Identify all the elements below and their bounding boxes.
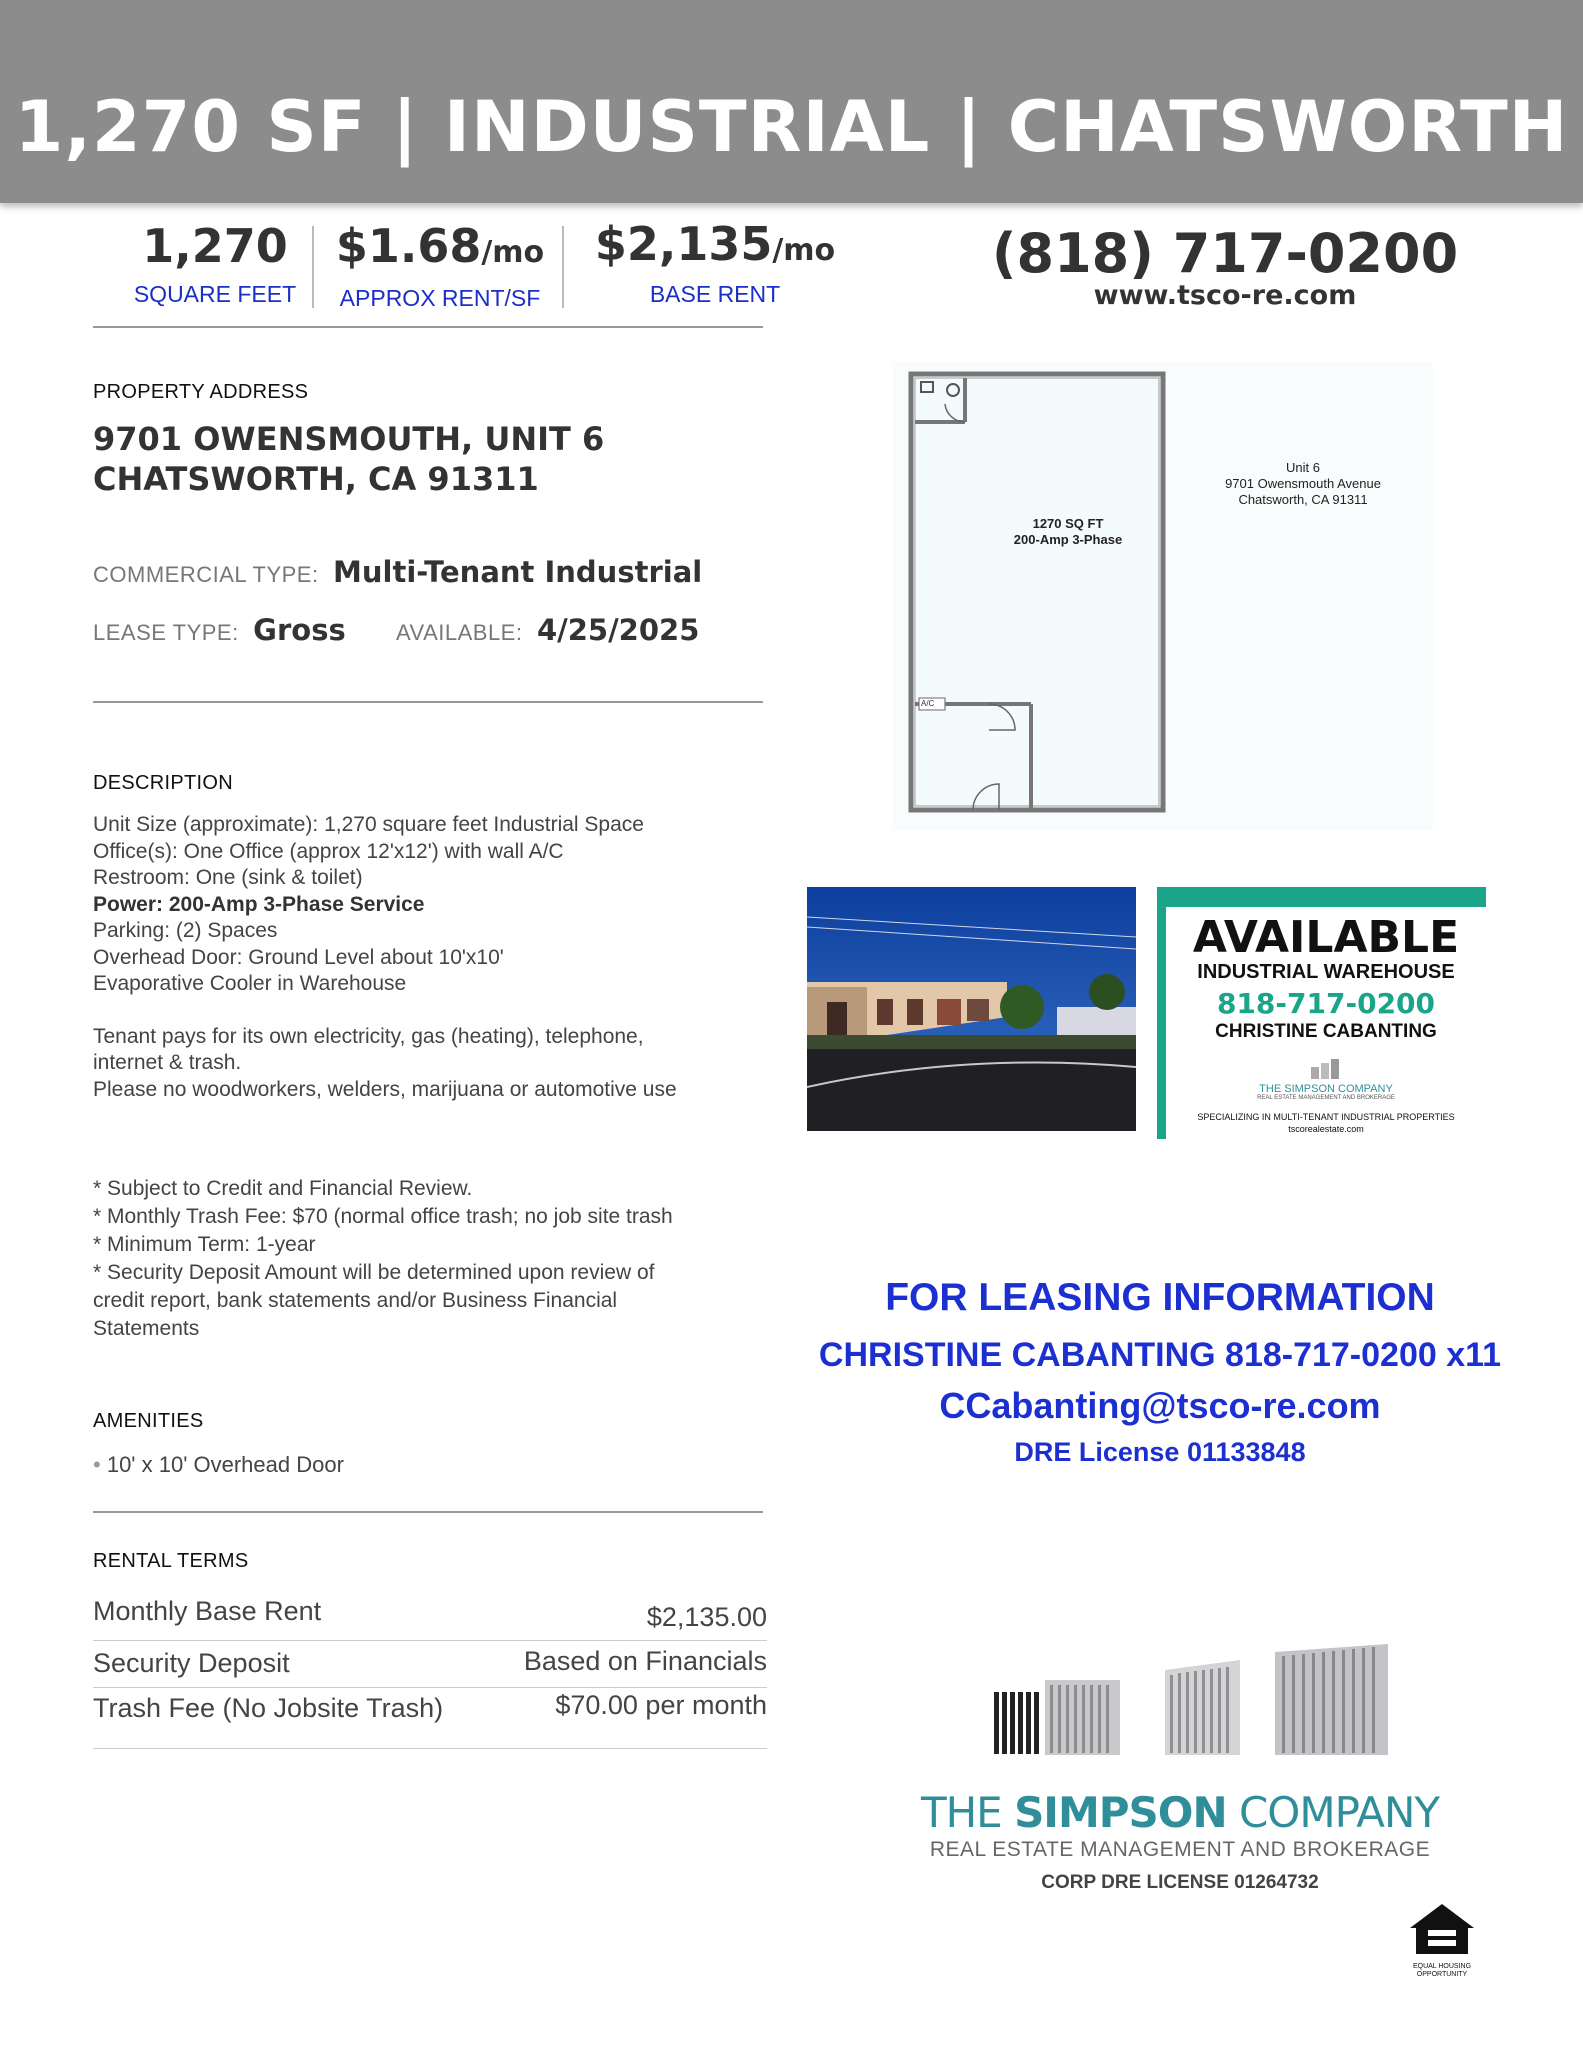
description-list (93, 812, 773, 1103)
description-line: Overhead Door: Ground Level about 10'x10' (93, 945, 504, 969)
terms-row (93, 1688, 767, 1749)
commercial-type-value: Multi-Tenant Industrial (333, 555, 703, 589)
floorplan-street: 9701 Owensmouth Avenue (1225, 476, 1381, 491)
equal-housing-logo (1404, 1898, 1480, 1978)
divider (93, 326, 763, 328)
description-line: Office(s): One Office (approx 12'x12') with wall A/C (93, 839, 564, 863)
leasing-license: DRE License 01133848 (1014, 1437, 1306, 1467)
lease-type-value: Gross (253, 613, 346, 647)
terms-row (93, 1596, 767, 1641)
sign-phone: 818-717-0200 (1216, 987, 1436, 1020)
company-name-part3: COMPANY (1226, 1788, 1440, 1837)
sign-tagline: SPECIALIZING IN MULTI-TENANT INDUSTRIAL PROPERTIES (1197, 1112, 1455, 1122)
rent-sf-value: $1.68 (335, 219, 482, 273)
terms-label: Security Deposit (93, 1648, 290, 1678)
base-rent-label: BASE RENT (649, 281, 781, 307)
terms-value: $2,135.00 (646, 1602, 767, 1632)
tenant-line: Tenant pays for its own electricity, gas (heating), telephone, (93, 1024, 644, 1048)
bullet-icon: • (93, 1452, 107, 1477)
terms-row (93, 1643, 767, 1688)
description-heading: DESCRIPTION (93, 772, 233, 794)
property-address-heading: PROPERTY ADDRESS (93, 381, 309, 403)
contact-phone: (818) 717-0200 (991, 222, 1459, 285)
company-name-part1: THE (920, 1788, 1015, 1837)
floorplan (893, 362, 1433, 830)
company-license: CORP DRE LICENSE 01264732 (1041, 1872, 1319, 1893)
note-line: * Subject to Credit and Financial Review. (93, 1177, 473, 1200)
description-line: Parking: (2) Spaces (93, 919, 278, 942)
lease-type-label: LEASE TYPE: (93, 620, 239, 645)
floorplan-unit: Unit 6 (1286, 460, 1320, 475)
company-name-part2: SIMPSON (1014, 1788, 1227, 1837)
page-title: 1,270 SF | INDUSTRIAL | CHATSWORTH (14, 86, 1569, 168)
building-photo-image (807, 887, 1136, 1131)
sign-company: THE SIMPSON COMPANY (1259, 1083, 1393, 1095)
lease-type-row (93, 613, 346, 647)
terms-value: $70.00 per month (555, 1690, 767, 1720)
note-line: * Minimum Term: 1-year (93, 1233, 316, 1256)
floorplan-power: 200-Amp 3-Phase (1013, 532, 1123, 547)
note-line: credit report, bank statements and/or Business Financial (93, 1289, 618, 1312)
floorplan-drawing (893, 362, 1433, 830)
company-logo-icon (990, 1640, 1390, 1758)
leasing-contact: CHRISTINE CABANTING 818-717-0200 x11 (818, 1336, 1502, 1374)
sign-name: CHRISTINE CABANTING (1215, 1021, 1437, 1042)
commercial-type-row (93, 555, 702, 589)
sqft-label: SQUARE FEET (133, 281, 297, 307)
available-label: AVAILABLE: (396, 620, 523, 645)
amenity-item (93, 1452, 344, 1478)
building-photo (807, 887, 1136, 1131)
tenant-line: Please no woodworkers, welders, marijuana or automotive use (93, 1077, 677, 1101)
sign-available: AVAILABLE (1192, 912, 1460, 963)
amenities-heading: AMENITIES (93, 1410, 204, 1432)
company-name (870, 1788, 1490, 1837)
equal-housing-text: EQUAL HOUSING OPPORTUNITY (1412, 1963, 1472, 1978)
leasing-heading: FOR LEASING INFORMATION (885, 1276, 1435, 1319)
base-rent-unit: /mo (772, 233, 836, 268)
notes-list (93, 1175, 783, 1343)
building-silhouette (992, 1644, 1388, 1755)
sign-warehouse: INDUSTRIAL WAREHOUSE (1197, 961, 1455, 983)
equal-housing-icon (1404, 1898, 1480, 1958)
sqft-value: 1,270 (142, 219, 288, 273)
leasing-email[interactable]: CCabanting@tsco-re.com (939, 1385, 1381, 1426)
tenant-line: internet & trash. (93, 1051, 242, 1074)
rent-sf-stat (320, 218, 560, 281)
commercial-type-label: COMMERCIAL TYPE: (93, 562, 319, 587)
available-sign (1157, 887, 1486, 1139)
divider (93, 1511, 763, 1513)
note-line: Statements (93, 1317, 200, 1340)
terms-label: Monthly Base Rent (93, 1596, 322, 1626)
contact-website[interactable]: www.tsco-re.com (1093, 280, 1357, 311)
sign-logo-icon (1311, 1057, 1341, 1079)
terms-value: Based on Financials (523, 1646, 767, 1676)
amenity-label: 10' x 10' Overhead Door (106, 1452, 344, 1477)
floorplan-city: Chatsworth, CA 91311 (1238, 492, 1368, 507)
company-subtitle: REAL ESTATE MANAGEMENT AND BROKERAGE (929, 1838, 1431, 1861)
rent-sf-unit: /mo (481, 235, 545, 270)
available-value: 4/25/2025 (536, 613, 700, 647)
note-line: * Monthly Trash Fee: $70 (normal office trash; no job site trash (93, 1205, 673, 1228)
ac-label: A/C (921, 699, 935, 708)
rent-sf-label: APPROX RENT/SF (339, 285, 541, 311)
description-line: Unit Size (approximate): 1,270 square feet Industrial Space (93, 813, 644, 836)
rental-terms-heading: RENTAL TERMS (93, 1550, 249, 1572)
base-rent-value: $2,135 (594, 217, 773, 271)
sign-company-sub: REAL ESTATE MANAGEMENT AND BROKERAGE (1257, 1095, 1395, 1101)
description-line-power: Power: 200-Amp 3-Phase Service (93, 892, 425, 916)
floorplan-area: 1270 SQ FT (1032, 516, 1104, 531)
address-line1: 9701 OWENSMOUTH, UNIT 6 (93, 420, 605, 458)
description-line: Evaporative Cooler in Warehouse (93, 972, 407, 995)
base-rent-stat (570, 216, 860, 279)
floorplan-area-text (953, 516, 1183, 548)
terms-label: Trash Fee (No Jobsite Trash) (93, 1693, 444, 1723)
available-row (396, 613, 699, 647)
floorplan-unit-text (1188, 460, 1418, 508)
sign-web: tscorealestate.com (1288, 1124, 1364, 1134)
address-line2: CHATSWORTH, CA 91311 (93, 460, 539, 498)
description-line: Restroom: One (sink & toilet) (93, 866, 363, 889)
note-line: * Security Deposit Amount will be determined upon review of (93, 1261, 655, 1284)
stat-divider (562, 226, 564, 308)
stat-divider (312, 226, 314, 308)
divider (93, 701, 763, 703)
